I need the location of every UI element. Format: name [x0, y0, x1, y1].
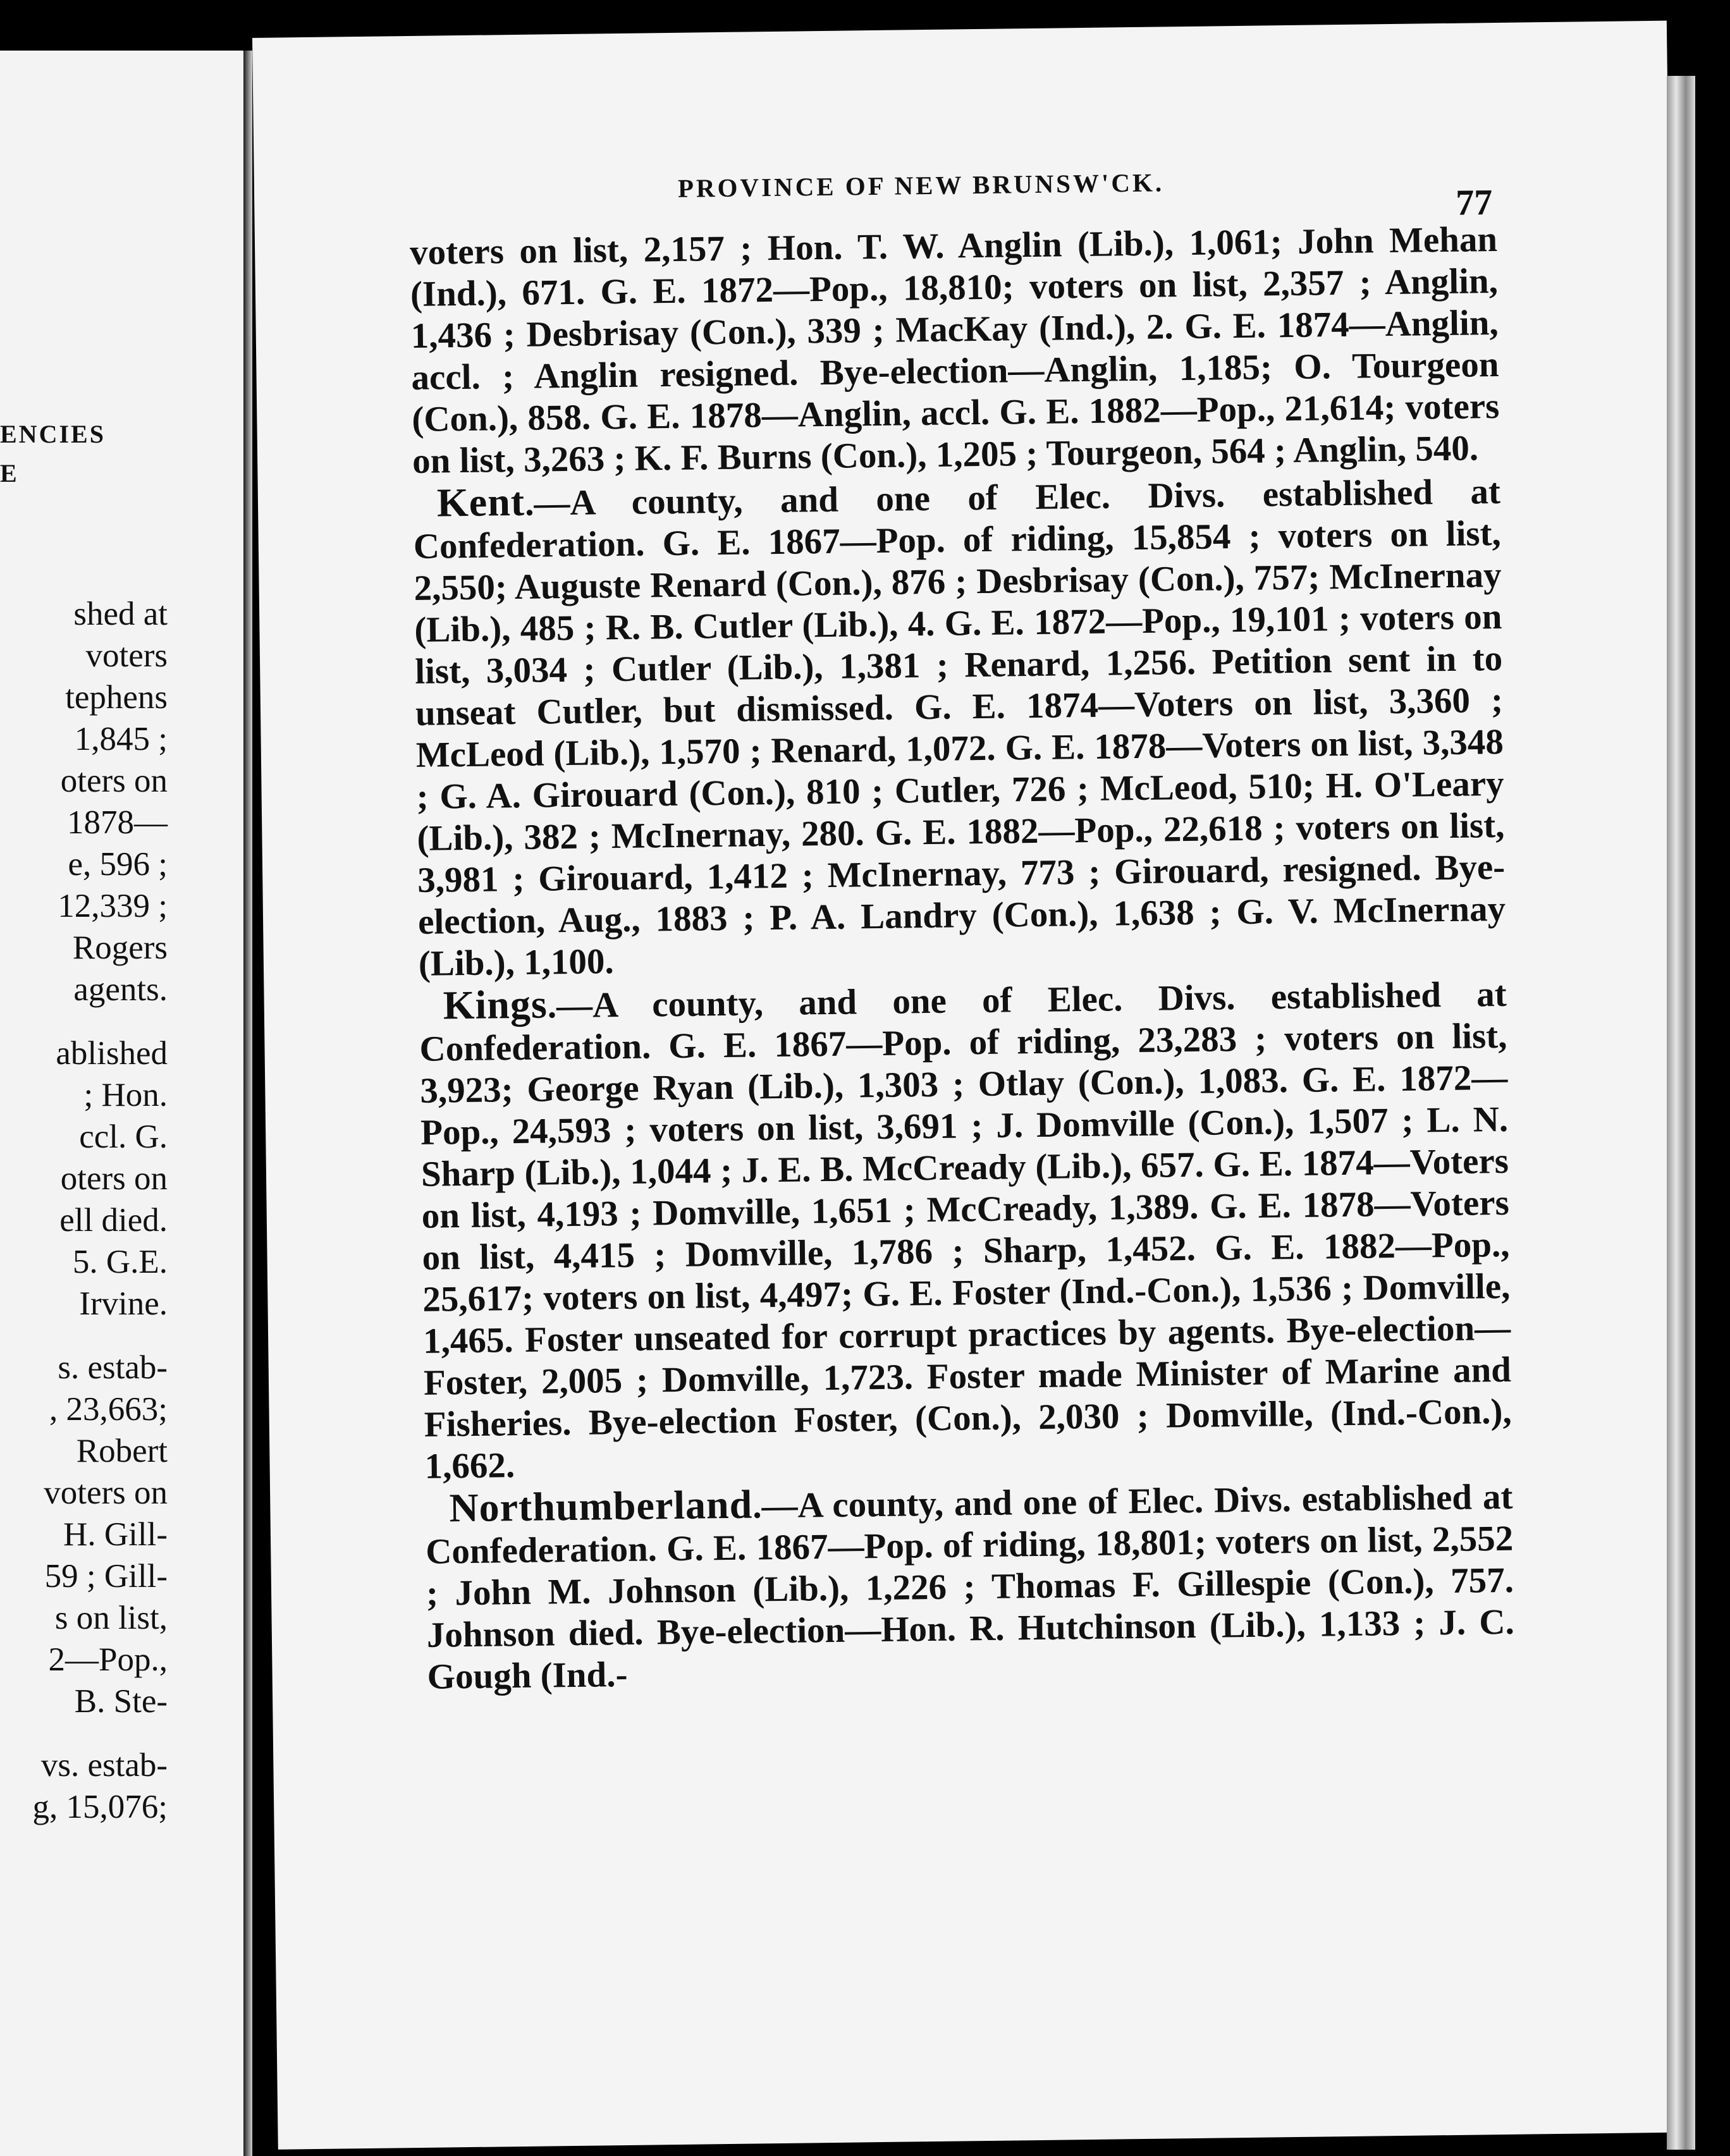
left-page-fragment: , 23,663;	[49, 1391, 168, 1428]
county-name: Kent	[436, 479, 525, 525]
county-name: Kings	[443, 981, 548, 1028]
left-page-fragment: voters	[85, 637, 168, 674]
left-page-fragment: shed at	[73, 596, 168, 632]
left-page-fragment: 2—Pop.,	[48, 1641, 168, 1678]
section-kent	[413, 469, 1507, 985]
body-text	[410, 219, 1515, 1698]
running-head: PROVINCE OF NEW BRUNSW'CK.	[677, 168, 1165, 203]
left-page-fragment: Irvine.	[79, 1285, 168, 1322]
left-page-fragment: vs. estab-	[40, 1747, 168, 1784]
right-page	[252, 21, 1693, 2150]
page-stack-edge	[1667, 76, 1695, 2150]
left-page-fragment: voters on	[44, 1474, 168, 1511]
left-page-fragment: 1,845 ;	[74, 721, 168, 757]
book-gutter	[243, 51, 252, 2156]
section-text: .—A county, and one of Elec. Divs. established at Confederation. G. E. 1867—Pop. of riding, 18,801; voters on list, 2,552 ; John M. Johnson (Lib.), 1,226 ; Thomas F. Gillespie (Con.), 757. Johnson died. Bye-election—Hon. R. Hutchinson (Lib.), 1,133 ; J. C. Gough (Ind.-	[425, 1476, 1515, 1697]
left-page-fragment: g, 15,076;	[32, 1789, 168, 1825]
left-page-fragment: 1878—	[67, 804, 168, 841]
left-page-fragment: Robert	[76, 1433, 168, 1469]
left-page-fragment: ell died.	[59, 1202, 168, 1239]
left-page-fragment: ablished	[56, 1035, 168, 1072]
left-page-fragment: 59 ; Gill-	[44, 1558, 168, 1595]
left-page-fragment: ccl. G.	[79, 1118, 168, 1155]
section-kings	[419, 972, 1512, 1488]
left-page-fragment: tephens	[65, 679, 168, 716]
left-page-fragment: Rogers	[72, 929, 168, 966]
left-page-fragment: e, 596 ;	[68, 846, 168, 883]
left-page-fragment: s on list,	[54, 1600, 168, 1636]
section-northumberland	[425, 1474, 1515, 1698]
section-text: .—A county, and one of Elec. Divs. established at Confederation. G. E. 1867—Pop. of riding, 23,283 ; voters on list, 3,923; George Ryan (Lib.), 1,303 ; Otlay (Con.), 1,083. G. E. 1872—Pop., 24,593 ; voters on list, 3,691 ; J. Domville (Con.), 1,507 ; L. N. Sharp (Lib.), 1,044 ; J. E. B. McCready (Lib.), 657. G. E. 1874—Voters on list, 4,193 ; Domville, 1,651 ; McCready, 1,389. G. E. 1878—Voters on list, 4,415 ; Domville, 1,786 ; Sharp, 1,452. G. E. 1882—Pop., 25,617; voters on list, 4,497; G. E. Foster (Ind.-Con.), 1,536 ; Domville, 1,465. Foster unseated for corrupt practices by agents. Bye-election—Foster, 2,005 ; Domville, 1,723. Foster made Minister of Marine and Fisheries. Bye-election Foster, (Con.), 2,030 ; Domville, (Ind.-Con.), 1,662.	[419, 974, 1512, 1486]
left-page-fragment: ; Hon.	[83, 1077, 168, 1113]
left-page-fragment: 12,339 ;	[58, 888, 168, 924]
left-page	[0, 51, 243, 2156]
section-text: voters on list, 2,157 ; Hon. T. W. Anglin (Lib.), 1,061; John Mehan (Ind.), 671. G. E. 1872—Pop., 18,810; voters on list, 2,357 ; Anglin, 1,436 ; Desbrisay (Con.), 339 ; MacKay (Ind.), 2. G. E. 1874—Anglin, accl. ; Anglin resigned. Bye-election—Anglin, 1,185; O. Tourgeon (Con.), 858. G. E. 1878—Anglin, accl. G. E. 1882—Pop., 21,614; voters on list, 3,263 ; K. F. Burns (Con.), 1,205 ; Tourgeon, 564 ; Anglin, 540.	[409, 219, 1500, 481]
left-page-heading: ENCIES	[0, 420, 106, 448]
left-page-fragment: B. Ste-	[74, 1683, 168, 1720]
county-name: Northumberland	[448, 1481, 753, 1531]
left-page-fragment: 5. G.E.	[72, 1244, 168, 1280]
left-page-fragment: agents.	[73, 971, 168, 1008]
left-page-fragment: H. Gill-	[63, 1516, 168, 1553]
left-page-fragment: oters on	[60, 763, 168, 799]
left-page-fragment: s. estab-	[58, 1349, 168, 1386]
left-page-heading: E	[0, 459, 19, 487]
left-page-fragment: oters on	[60, 1160, 168, 1197]
section-continued	[410, 219, 1500, 482]
section-text: .—A county, and one of Elec. Divs. established at Confederation. G. E. 1867—Pop. of riding, 15,854 ; voters on list, 2,550; Auguste Renard (Con.), 876 ; Desbrisay (Con.), 757; McInernay (Lib.), 485 ; R. B. Cutler (Lib.), 4. G. E. 1872—Pop., 19,101 ; voters on list, 3,034 ; Cutler (Lib.), 1,381 ; Renard, 1,256. Petition sent in to unseat Cutler, but dismissed. G. E. 1874—Voters on list, 3,360 ; McLeod (Lib.), 1,570 ; Renard, 1,072. G. E. 1878—Voters on list, 3,348 ; G. A. Girouard (Con.), 810 ; Cutler, 726 ; McLeod, 510; H. O'Leary (Lib.), 382 ; McInernay, 280. G. E. 1882—Pop., 22,618 ; voters on list, 3,981 ; Girouard, 1,412 ; McInernay, 773 ; Girouard, resigned. Bye-election, Aug., 1883 ; P. A. Landry (Con.), 1,638 ; G. V. McInernay (Lib.), 1,100.	[413, 471, 1506, 984]
page-number: 77	[1455, 181, 1493, 223]
